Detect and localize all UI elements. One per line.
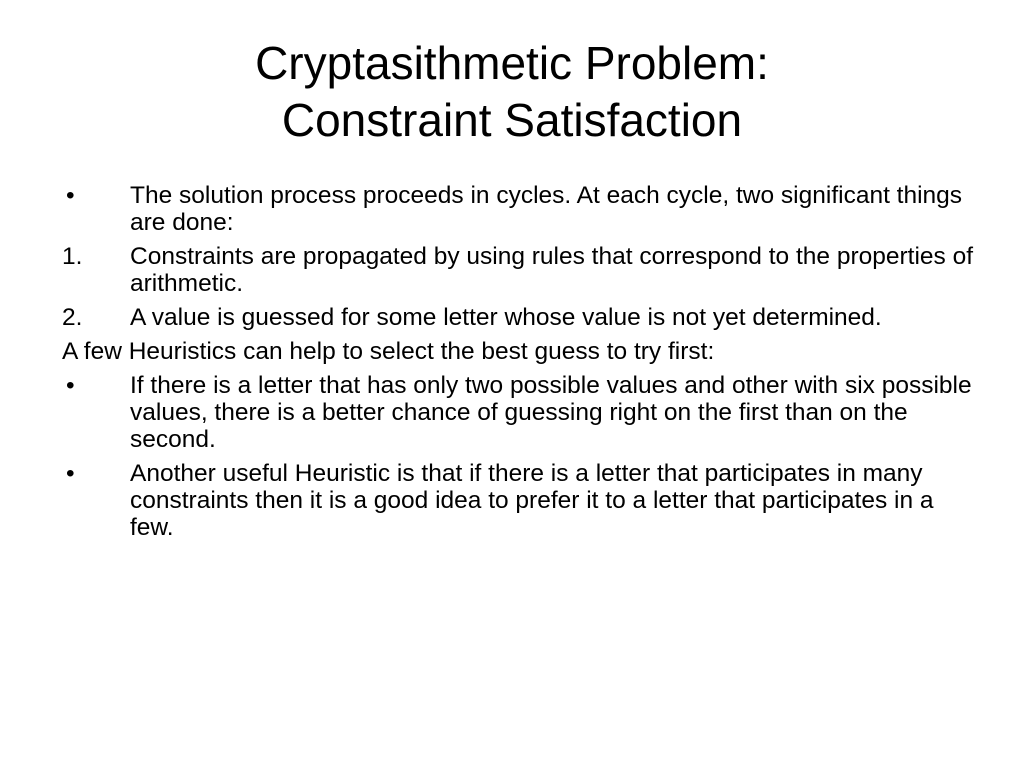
list-item [62,243,982,297]
slide-title [0,35,1024,149]
bullet-marker: • [66,372,75,399]
bullet-marker: • [66,460,75,487]
list-item-text: If there is a letter that has only two possible values and other with six possible values, there is a better chance of guessing right on the first than on the second. [130,372,972,453]
list-item [62,338,982,365]
list-item-text: The solution process proceeds in cycles. At each cycle, two significant things are done: [130,182,963,236]
list-item-text: A few Heuristics can help to select the best guess to try first: [62,338,715,365]
bullet-marker: • [66,182,75,209]
number-marker: 2. [62,304,83,331]
slide-title-line-2: Constraint Satisfaction [281,94,743,146]
list-item-text: A value is guessed for some letter whose value is not yet determined. [130,304,882,331]
list-item [62,372,982,453]
list-item [62,304,982,331]
list-item [62,182,982,236]
list-item-text: Constraints are propagated by using rules that correspond to the properties of arithmetic. [130,243,974,297]
slide-body [62,182,982,548]
slide-title-line-1: Cryptasithmetic Problem: [255,37,769,89]
list-item-text: Another useful Heuristic is that if there is a letter that participates in many constraints then it is a good idea to prefer it to a letter that participates in a few. [130,460,934,541]
list-item [62,460,982,541]
number-marker: 1. [62,243,83,270]
